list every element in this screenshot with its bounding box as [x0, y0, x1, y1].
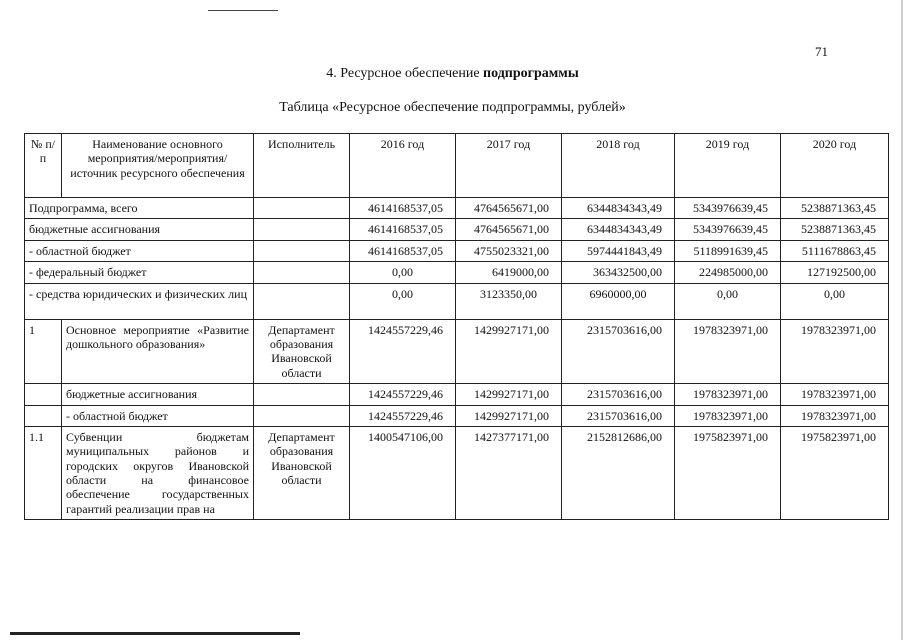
- row-value-2020: 5111678863,45: [781, 240, 889, 261]
- row-name: Субвенции бюджетам муниципальных районов и городских округов Ивановской области на финансовое обеспечение государственных гарантий реализации прав на: [62, 426, 254, 519]
- row-value-2019: 5118991639,45: [675, 240, 781, 261]
- row-name: бюджетные ассигнования: [25, 219, 254, 240]
- row-num: 1.1: [25, 426, 62, 519]
- row-value-2018: 6960000,00: [562, 283, 675, 319]
- row-value-2020: 1978323971,00: [781, 319, 889, 384]
- row-value-2017: 4755023321,00: [456, 240, 562, 261]
- row-num: [25, 405, 62, 426]
- table-header-row: [25, 134, 889, 198]
- row-value-2017: 4764565671,00: [456, 198, 562, 219]
- row-executor: [254, 219, 350, 240]
- section-title-text: 4. Ресурсное обеспечение: [326, 66, 484, 81]
- table-row: [25, 319, 889, 384]
- row-value-2018: 6344834343,49: [562, 198, 675, 219]
- row-value-2016: 4614168537,05: [350, 219, 456, 240]
- row-executor: [254, 283, 350, 319]
- table-row: [25, 262, 889, 283]
- row-value-2018: 6344834343,49: [562, 219, 675, 240]
- row-executor: [254, 262, 350, 283]
- page-number: 71: [815, 44, 828, 59]
- header-name: Наименование основного мероприятия/мероприятия/ источник ресурсного обеспечения: [62, 134, 254, 198]
- header-year-2020: 2020 год: [781, 134, 889, 198]
- row-value-2016: 4614168537,05: [350, 240, 456, 261]
- row-value-2020: 5238871363,45: [781, 219, 889, 240]
- top-rule: [208, 10, 278, 11]
- row-name: бюджетные ассигнования: [62, 384, 254, 405]
- row-value-2020: 127192500,00: [781, 262, 889, 283]
- row-name: Подпрограмма, всего: [25, 198, 254, 219]
- row-value-2020: 1978323971,00: [781, 405, 889, 426]
- row-value-2016: 1424557229,46: [350, 319, 456, 384]
- row-value-2016: 0,00: [350, 283, 456, 319]
- row-value-2018: 363432500,00: [562, 262, 675, 283]
- row-executor: Департамент образования Ивановской области: [254, 319, 350, 384]
- row-value-2020: 0,00: [781, 283, 889, 319]
- row-value-2018: 2152812686,00: [562, 426, 675, 519]
- row-value-2019: 1975823971,00: [675, 426, 781, 519]
- table-row: [25, 283, 889, 319]
- row-value-2016: 4614168537,05: [350, 198, 456, 219]
- row-value-2017: 3123350,00: [456, 283, 562, 319]
- row-name: Основное мероприятие «Развитие дошкольного образования»: [62, 319, 254, 384]
- row-num: [25, 384, 62, 405]
- row-value-2016: 1424557229,46: [350, 405, 456, 426]
- row-value-2017: 1429927171,00: [456, 319, 562, 384]
- bottom-rule: [10, 632, 300, 635]
- row-value-2019: 224985000,00: [675, 262, 781, 283]
- row-name: - средства юридических и физических лиц: [25, 283, 254, 319]
- row-value-2016: 1400547106,00: [350, 426, 456, 519]
- row-value-2019: 1978323971,00: [675, 405, 781, 426]
- row-value-2020: 1978323971,00: [781, 384, 889, 405]
- table-row: [25, 426, 889, 519]
- row-value-2017: 1429927171,00: [456, 384, 562, 405]
- header-executor: Исполнитель: [254, 134, 350, 198]
- table-row: [25, 240, 889, 261]
- row-value-2018: 2315703616,00: [562, 384, 675, 405]
- row-name: - областной бюджет: [62, 405, 254, 426]
- table-row: [25, 405, 889, 426]
- row-name: - областной бюджет: [25, 240, 254, 261]
- table-row: [25, 198, 889, 219]
- row-value-2018: 2315703616,00: [562, 319, 675, 384]
- header-year-2019: 2019 год: [675, 134, 781, 198]
- header-num: № п/п: [25, 134, 62, 198]
- row-value-2017: 6419000,00: [456, 262, 562, 283]
- row-executor: [254, 384, 350, 405]
- right-scan-edge: [901, 0, 903, 640]
- row-value-2020: 5238871363,45: [781, 198, 889, 219]
- table-row: [25, 219, 889, 240]
- row-executor: Департамент образования Ивановской области: [254, 426, 350, 519]
- row-value-2020: 1975823971,00: [781, 426, 889, 519]
- row-value-2017: 1427377171,00: [456, 426, 562, 519]
- row-executor: [254, 198, 350, 219]
- row-executor: [254, 405, 350, 426]
- row-value-2016: 0,00: [350, 262, 456, 283]
- section-title: [0, 66, 905, 82]
- row-value-2019: 5343976639,45: [675, 219, 781, 240]
- row-value-2019: 5343976639,45: [675, 198, 781, 219]
- row-num: 1: [25, 319, 62, 384]
- row-value-2019: 1978323971,00: [675, 384, 781, 405]
- row-value-2018: 5974441843,49: [562, 240, 675, 261]
- table-row: [25, 384, 889, 405]
- row-value-2019: 1978323971,00: [675, 319, 781, 384]
- header-year-2016: 2016 год: [350, 134, 456, 198]
- row-value-2017: 4764565671,00: [456, 219, 562, 240]
- section-title-bold: подпрограммы: [483, 66, 579, 81]
- row-value-2017: 1429927171,00: [456, 405, 562, 426]
- header-year-2017: 2017 год: [456, 134, 562, 198]
- row-name: - федеральный бюджет: [25, 262, 254, 283]
- row-value-2018: 2315703616,00: [562, 405, 675, 426]
- row-value-2019: 0,00: [675, 283, 781, 319]
- row-executor: [254, 240, 350, 261]
- header-year-2018: 2018 год: [562, 134, 675, 198]
- row-value-2016: 1424557229,46: [350, 384, 456, 405]
- resource-table: [24, 133, 889, 520]
- table-caption: Таблица «Ресурсное обеспечение подпрограммы, рублей»: [279, 100, 626, 115]
